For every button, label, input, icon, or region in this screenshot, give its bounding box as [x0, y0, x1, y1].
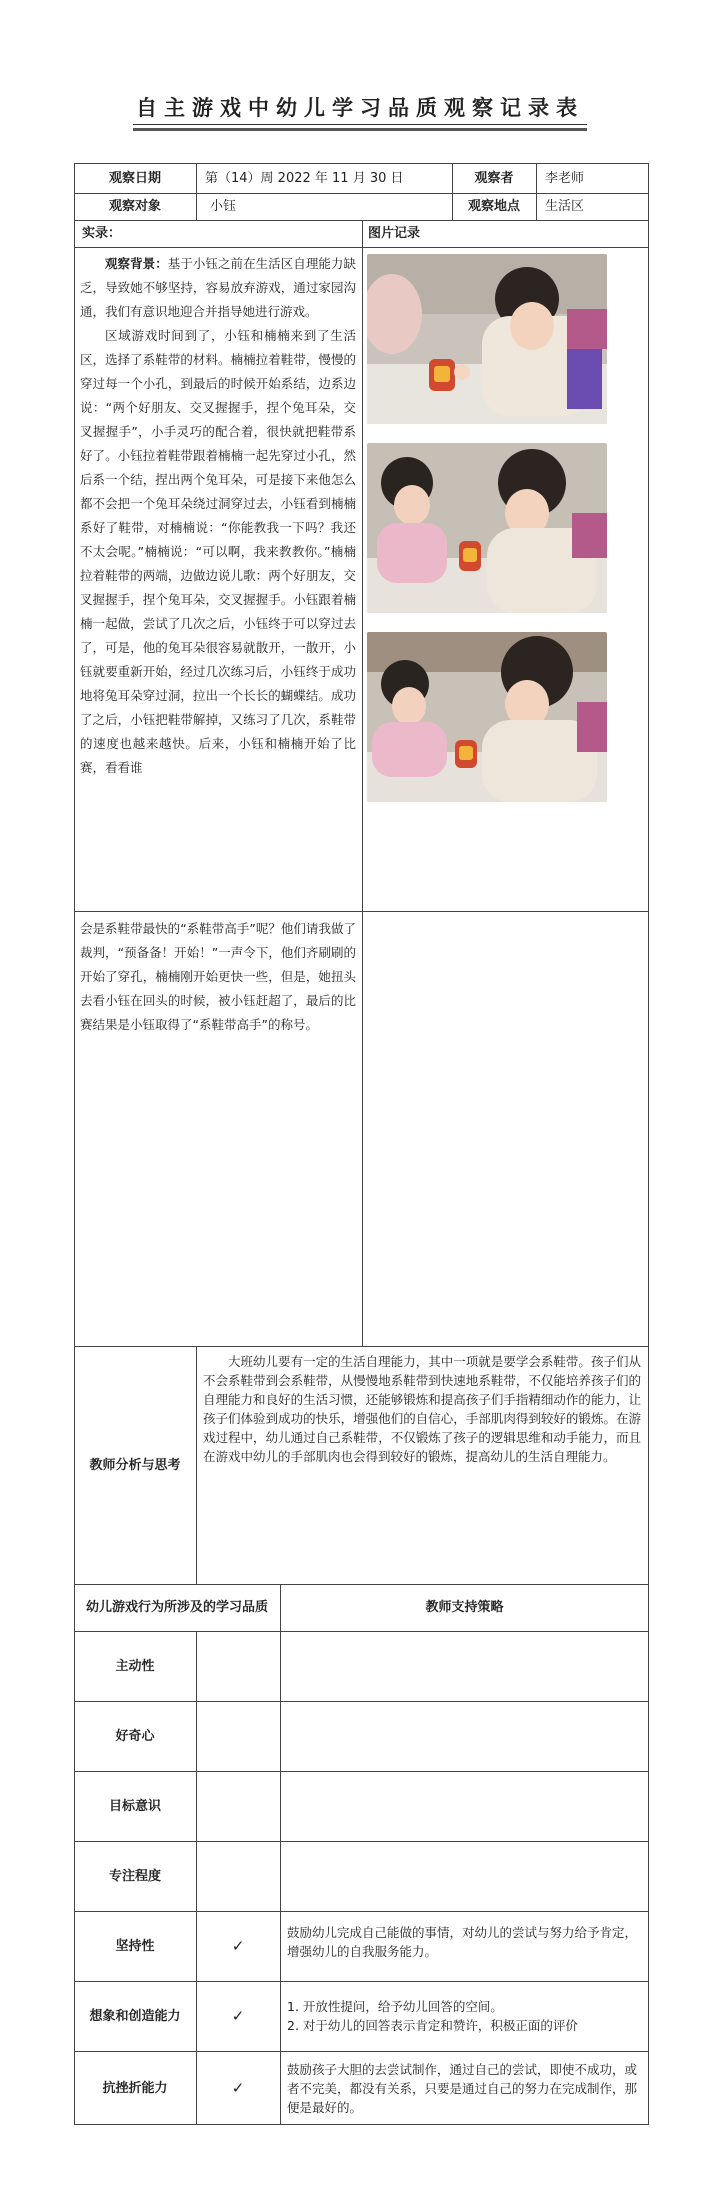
divider [280, 1584, 281, 2125]
observation-paragraph-1: 区域游戏时间到了，小钰和楠楠来到了生活区，选择了系鞋带的材料。楠楠拉着鞋带，慢慢的穿过每一个小孔，到最后的时候开始系结，边系边说：“两个好朋友、交叉握握手，捏个兔耳朵，交叉握握手”，小手灵巧的配合着，很快就把鞋带系好了。小钰拉着鞋带跟着楠楠一起先穿过小孔，然后系一个结，捏出两个兔耳朵，可是接下来他怎么都不会把一个兔耳朵绕过洞穿过去，小钰看到楠楠系好了鞋带，对楠楠说：“你能教我一下吗？我还不太会呢。”楠楠说：“可以啊，我来教教你。”楠楠拉着鞋带的两端，边做边说儿歌：两个好朋友，交叉握握手，捏个兔耳朵，交叉握握手。小钰跟着楠楠一起做，尝试了几次之后，小钰终于可以穿过去了，可是，他的兔耳朵很容易就散开，一散开，小钰就要重新开始，经过几次练习后，小钰终于成功地将兔耳朵穿过洞，拉出一个长长的蝴蝶结。成功了之后，小钰把鞋带解掉，又练习了几次，系鞋带的速度也越来越快。后来，小钰和楠楠开始了比赛，看看谁 [80, 328, 356, 775]
observation-continued [80, 917, 356, 1037]
title-underline-thick [133, 128, 587, 131]
location-value: 生活区 [545, 199, 585, 214]
strategy-header: 教师支持策略 [425, 1600, 504, 1615]
analysis-label: 教师分析与思考 [89, 1457, 181, 1473]
title-underline [133, 124, 587, 125]
quality-name: 主动性 [115, 1658, 155, 1674]
background-lead: 观察背景： [105, 256, 168, 271]
quality-name: 坚持性 [115, 1938, 155, 1954]
facts-label: 实录： [82, 226, 122, 241]
strategy-text: 1. 开放性提问，给予幼儿回答的空间。 2. 对于幼儿的回答表示肯定和赞许，积极正面的评价 [287, 1999, 578, 2033]
photos-label: 图片记录 [368, 226, 421, 241]
quality-header: 幼儿游戏行为所涉及的学习品质 [85, 1599, 268, 1615]
divider [196, 1346, 197, 1584]
analysis-paragraph: 大班幼儿要有一定的生活自理能力，其中一项就是要学会系鞋带。孩子们从不会系鞋带到会系鞋带，从慢慢地系鞋带到快速地系鞋带，不仅能培养孩子们的自理能力和良好的生活习惯，还能够锻炼和提高孩子们手指精细动作的能力，让孩子们体验到成功的快乐，增强他们的自信心，手部肌肉得到较好的锻炼。在游戏过程中，幼儿通过自己系鞋带，不仅锻炼了孩子的逻辑思维和动手能力，而且在游戏中幼儿的手部肌肉也会得到较好的锻炼，提高幼儿的生活自理能力。 [203, 1354, 641, 1464]
check-mark: ✓ [231, 2006, 245, 2025]
observer-label: 观察者 [474, 170, 514, 186]
divider [536, 163, 537, 220]
quality-name: 想象和创造能力 [89, 2008, 181, 2024]
quality-name: 专注程度 [108, 1868, 161, 1884]
observer-value: 李老师 [545, 170, 585, 186]
check-mark: ✓ [231, 1936, 245, 1955]
quality-name: 抗挫折能力 [102, 2080, 168, 2096]
date-value: 第（14）周 2022 年 11 月 30 日 [205, 170, 404, 186]
background-text: 基于小钰之前在生活区自理能力缺乏，导致她不够坚持，容易放弃游戏，通过家园沟通，我们有意识地迎合并指导她进行游戏。 [80, 256, 356, 319]
photo-2 [367, 443, 607, 613]
photo-3 [367, 632, 607, 802]
check-mark: ✓ [231, 2078, 245, 2097]
strategy-text: 鼓励幼儿完成自己能做的事情，对幼儿的尝试与努力给予肯定，增强幼儿的自我服务能力。 [287, 1925, 638, 1959]
photo-1 [367, 254, 607, 424]
location-label: 观察地点 [467, 199, 520, 214]
date-label: 观察日期 [108, 170, 161, 186]
subject-label: 观察对象 [108, 199, 161, 214]
page-title: 自主游戏中幼儿学习品质观察记录表 [136, 96, 584, 120]
divider [196, 163, 197, 220]
subject-value: 小钰 [210, 199, 237, 214]
analysis-text [203, 1352, 641, 1466]
strategy-text: 鼓励孩子大胆的去尝试制作，通过自己的尝试，即使不成功，或者不完美，都没有关系，只要是通过自己的努力在完成制作，那便是最好的。 [287, 2062, 638, 2115]
divider [74, 911, 649, 912]
observation-text [80, 252, 356, 780]
quality-name: 目标意识 [108, 1798, 161, 1814]
quality-name: 好奇心 [115, 1728, 155, 1744]
observation-paragraph-2: 会是系鞋带最快的“系鞋带高手”呢？他们请我做了裁判，“预备备！开始！”一声令下，他们齐刷刷的开始了穿孔，楠楠刚开始更快一些，但是，她扭头去看小钰在回头的时候，被小钰赶超了，最后的比赛结果是小钰取得了“系鞋带高手”的称号。 [80, 921, 356, 1032]
divider [362, 220, 363, 1346]
